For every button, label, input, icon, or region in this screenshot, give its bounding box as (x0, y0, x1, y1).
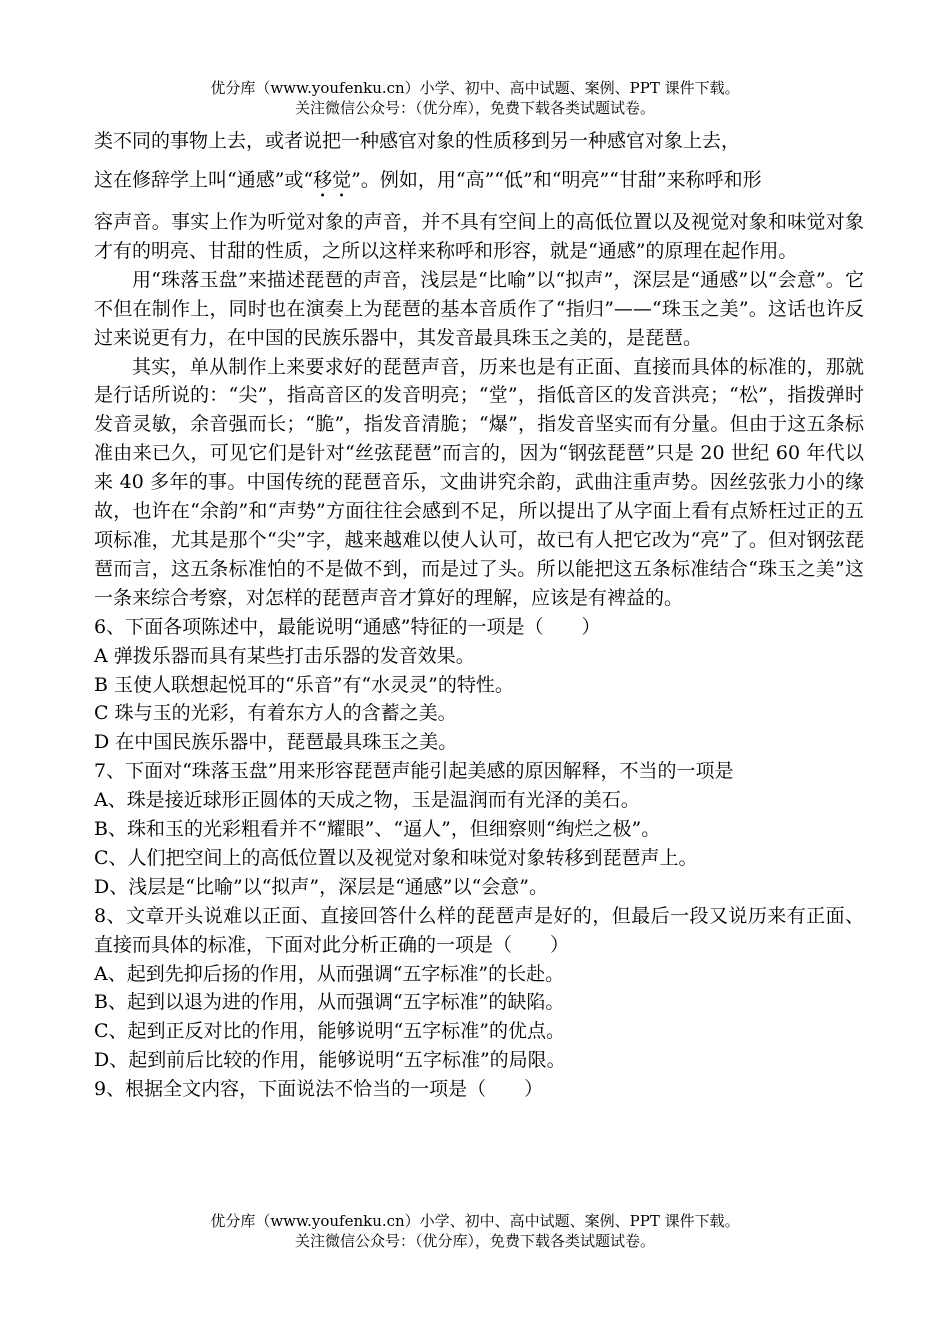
question-option: C、人们把空间上的高低位置以及视觉对象和味觉对象转移到琵琶声上。 (94, 846, 698, 869)
passage-p1-rest: 容声音。事实上作为听觉对象的声音，并不具有空间上的高低位置以及视觉对象和味觉对象才有的明亮、甘甜的性质，之所以这样来称呼和形容，就是“通感”的原理在起作用。 (94, 211, 864, 262)
passage-p1-line2-b: ”。例如，用“高”“低”和“明亮”“甘甜”来称呼和形 (351, 169, 762, 191)
question-option: D 在中国民族乐器中，琵琶最具珠玉之美。 (94, 731, 458, 754)
question-stem: 7、下面对“珠落玉盘”用来形容琵琶声能引起美感的原因解释，不当的一项是 (94, 760, 734, 783)
question-option: B 玉使人联想起悦耳的“乐音”有“水灵灵”的特性。 (94, 673, 514, 696)
footer-line-2: 关注微信公众号：（优分库），免费下载各类试题试卷。 (294, 1232, 655, 1250)
question-stem: 8、文章开头说难以正面、直接回答什么样的琵琶声是好的，但最后一段又说历来有正面、直接而具体的标准，下面对此分析正确的一项是（ ） (94, 904, 864, 956)
question-option: A、珠是接近球形正圆体的天成之物，玉是温润而有光泽的美石。 (94, 789, 640, 812)
passage-p1-line1: 类不同的事物上去，或者说把一种感官对象的性质移到另一种感官对象上去， (94, 130, 741, 152)
header-line-1: 优分库（www.youfenku.cn）小学、初中、高中试题、案例、PPT 课件下载。 (210, 79, 740, 97)
question-6 (94, 613, 864, 758)
question-9 (94, 1075, 864, 1104)
footer-line-1: 优分库（www.youfenku.cn）小学、初中、高中试题、案例、PPT 课件下载。 (210, 1212, 740, 1230)
question-stem: 9、根据全文内容，下面说法不恰当的一项是（ ） (94, 1078, 544, 1101)
document-body (94, 124, 864, 1104)
question-option: C、起到正反对比的作用，能够说明“五字标准”的优点。 (94, 1020, 565, 1043)
page-footer (0, 1211, 950, 1251)
question-option: A 弹拨乐器而具有某些打击乐器的发音效果。 (94, 644, 475, 667)
passage-paragraph-2: 用“珠落玉盘”来描述琵琶的声音，浅层是“比喻”以“拟声”，深层是“通感”以“会意”。它不但在制作上，同时也在演奏上为琵琶的基本音质作了“指归”——“珠玉之美”。这话也许反过来说更有力，在中国的民族乐器中，其发音最具珠玉之美的，是琵琶。 (94, 268, 864, 349)
question-option: A、起到先抑后扬的作用，从而强调“五字标准”的长赴。 (94, 962, 565, 985)
page-header (0, 78, 950, 118)
question-option: B、珠和玉的光彩粗看并不“耀眼”、“逼人”，但细察则“绚烂之极”。 (94, 818, 661, 841)
passage-p1-line2-a: 这在修辞学上叫“通感”或“ (94, 169, 314, 191)
question-option: B、起到以退为进的作用，从而强调“五字标准”的缺陷。 (94, 991, 565, 1014)
header-line-2: 关注微信公众号：（优分库），免费下载各类试题试卷。 (294, 99, 655, 117)
question-option: C 珠与玉的光彩，有着东方人的含蓄之美。 (94, 702, 457, 725)
question-option: D、起到前后比较的作用，能够说明“五字标准”的局限。 (94, 1049, 566, 1072)
question-8 (94, 902, 864, 1075)
passage-p1-line2 (94, 158, 864, 202)
emphasized-term: 移觉 (313, 169, 352, 191)
question-stem: 6、下面各项陈述中，最能说明“通感”特征的一项是（ ） (94, 615, 601, 638)
question-7 (94, 757, 864, 902)
passage-paragraph-3: 其实，单从制作上来要求好的琵琶声音，历来也是有正面、直接而具体的标准的，那就是行话所说的：“尖”，指高音区的发音明亮；“堂”，指低音区的发音洪亮；“松”，指拨弹时发音灵敏，余音强而长；“脆”，指发音清脆；“爆”，指发音坚实而有分量。但由于这五条标准由来已久，可见它们是针对“丝弦琵琶”而言的，因为“钢弦琵琶”只是 20 世纪 60 年代以来 40 多年的事。中国传统的琵琶音乐，文曲讲究余韵，武曲注重声势。因丝弦张力小的缘故，也许在“余韵”和“声势”方面往往会感到不足，所以提出了从字面上看有点矫枉过正的五项标准，尤其是那个“尖”字，越来越难以使人认可，故已有人把它改为“亮”了。但对钢弦琵琶而言，这五条标准怕的不是做不到，而是过了头。所以能把这五条标准结合“珠玉之美”这一条来综合考察，对怎样的琵琶声音才算好的理解，应该是有裨益的。 (94, 355, 864, 609)
question-option: D、浅层是“比喻”以“拟声”，深层是“通感”以“会意”。 (94, 875, 548, 898)
